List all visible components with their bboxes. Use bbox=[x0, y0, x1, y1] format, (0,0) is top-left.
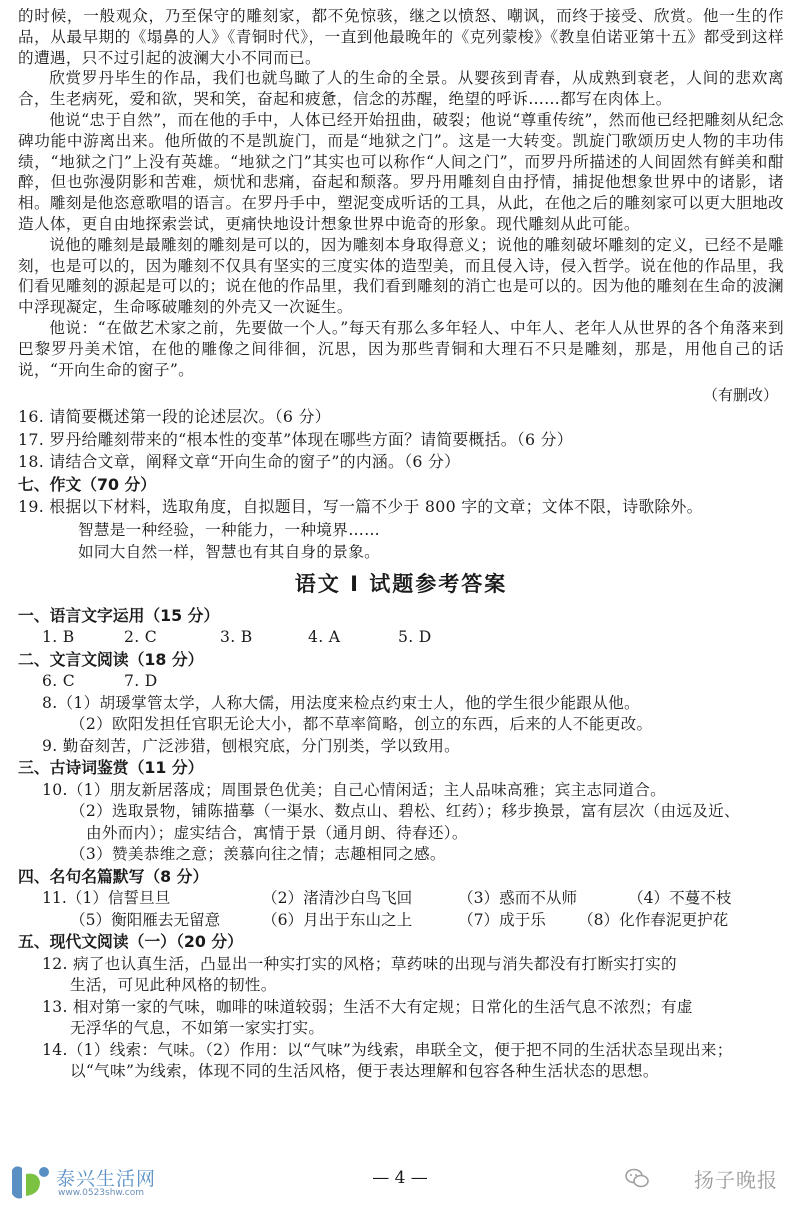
passage-paragraph-4: 说他的雕刻是最雕刻的雕刻是可以的，因为雕刻本身取得意义；说他的雕刻破坏雕刻的定义，已经不是雕刻，也是可以的，因为雕刻不仅具有坚实的三度实体的造型美，而且侵入诗，侵入哲学。说在他的作品里，我们看见雕刻的源起是可以的；说在他的作品里，我们看到雕刻的消亡也是可以的。因为他的雕刻在生命的波澜中浮现凝定，生命啄破雕刻的外壳又一次诞生。 bbox=[18, 235, 784, 317]
passage-paragraph-2: 欣赏罗丹毕生的作品，我们也就鸟瞰了人的生命的全景。从婴孩到青春，从成熟到衰老，人间的悲欢离合，生老病死，爱和欲，哭和笑，奋起和疲惫，信念的苏醒，绝望的呼诉……都写在肉体上。 bbox=[18, 69, 784, 109]
answer-6: 6. C bbox=[42, 672, 75, 691]
composition-material-line-1: 智慧是一种经验，一种能力，一种境界…… bbox=[78, 520, 380, 539]
answer-2: 2. C bbox=[124, 628, 157, 647]
answer-10-3: （3）赞美恭维之意；羡慕向往之情；志趣相同之感。 bbox=[70, 845, 446, 864]
answer-10-2-cont: 由外而内）；虚实结合，寓情于景（通月朗、待春还）。 bbox=[86, 823, 468, 842]
recitation-answers-row-2 bbox=[18, 910, 784, 932]
passage-paragraph-1: 的时候，一般观众，乃至保守的雕刻家，都不免惊骇，继之以愤怒、嘲讽，而终于接受、欣赏。他一生的作品，从最早期的《塌鼻的人》《青铜时代》，一直到他最晚年的《克列蒙梭》《教皇伯诺亚第十五》都受到这样的遭遇，只不过引起的波澜大小不同而已。 bbox=[18, 7, 784, 67]
answer-14-cont: 以“气味”为线索，体现不同的生活风格，便于表达理解和包容各种生活状态的思想。 bbox=[70, 1062, 659, 1081]
answer-10-1: 10.（1）朋友新居落成；周围景色优美；自己心情闲适；主人品味高雅；宾主志同道合。 bbox=[42, 780, 666, 799]
section-4-heading: 四、名句名篇默写（8 分） bbox=[18, 866, 209, 886]
recitation-answer: （7）成于乐 bbox=[458, 910, 546, 929]
site-url: www.0523shw.com bbox=[58, 1188, 145, 1198]
answer-4: 4. A bbox=[308, 628, 341, 647]
answer-12-cont: 生活，可见此种风格的韧性。 bbox=[70, 976, 277, 995]
site-name: 泰兴生活网 bbox=[56, 1168, 157, 1190]
section-1-heading: 一、语言文字运用（15 分） bbox=[18, 605, 220, 625]
recitation-answer: （3）惑而不从师 bbox=[458, 889, 578, 908]
question-17: 17. 罗丹给雕刻带来的“根本性的变革”体现在哪些方面？请简要概括。（6 分） bbox=[18, 429, 573, 449]
answer-5: 5. D bbox=[398, 628, 432, 647]
recitation-answer: （8）化作春泥更护花 bbox=[578, 910, 729, 929]
recitation-answer: 11.（1）信誓旦旦 bbox=[42, 889, 171, 908]
section-2-heading: 二、文言文阅读（18 分） bbox=[18, 649, 204, 669]
answer-13-cont: 无浮华的气息，不如第一家实打实。 bbox=[70, 1019, 325, 1038]
watermark: 扬子晚报 bbox=[694, 1168, 778, 1192]
question-18: 18. 请结合文章，阐释文章“开向生命的窗子”的内涵。（6 分） bbox=[18, 452, 461, 472]
section-5-heading: 五、现代文阅读（一）（20 分） bbox=[18, 932, 243, 952]
page-number: — 4 — bbox=[372, 1168, 428, 1188]
passage-paragraph-3: 他说“忠于自然”，而在他的手中，人体已经开始扭曲，破裂；他说“尊重传统”，然而他已经把雕刻从纪念碑功能中游离出来。他所做的不是凯旋门，而是“地狱之门”。这是一大转变。凯旋门歌颂历史人物的丰功伟绩，“地狱之门”上没有英雄。“地狱之门”其实也可以称作“人间之门”，而罗丹所描述的人间固然有鲜美和酣醉，但也弥漫阴影和苦难，烦忧和悲痛，奋起和颓落。罗丹用雕刻自由抒情，捕捉他想象世界中的诸影，诸相。雕刻是他恣意歌唱的语言。在罗丹手中，塑泥变成听话的工具，从此，在他之后的雕刻家可以更大胆地改造人体，更自由地探索尝试，更痛快地设计想象世界中诡奇的形象。现代雕刻从此可能。 bbox=[18, 110, 785, 233]
section-2-choice-answers bbox=[18, 671, 784, 693]
document-page bbox=[18, 6, 784, 1083]
answer-14: 14.（1）线索：气味。（2）作用：以“气味”为线索，串联全文，便于把不同的生活状态呈现出来； bbox=[42, 1040, 733, 1059]
recitation-answer: （6）月出于东山之上 bbox=[262, 910, 413, 929]
answer-12: 12. 病了也认真生活，凸显出一种实打实的风格；草药味的出现与消失都没有打断实打实的 bbox=[42, 954, 677, 973]
composition-prompt: 19. 根据以下材料，选取角度，自拟题目，写一篇不少于 800 字的文章；文体不限，诗歌除外。 bbox=[18, 497, 703, 517]
answer-13: 13. 相对第一家的气味，咖啡的味道较弱；生活不大有定规；日常化的生活气息不浓烈；有虚 bbox=[42, 997, 693, 1016]
question-16: 16. 请简要概述第一段的论述层次。（6 分） bbox=[18, 407, 331, 427]
answer-10-2: （2）选取景物，铺陈描摹（一渠水、数点山、碧松、红药）；移步换景，富有层次（由远及近、 bbox=[70, 802, 740, 821]
recitation-answer: （5）衡阳雁去无留意 bbox=[70, 910, 221, 929]
abridged-note: （有删改） bbox=[702, 386, 778, 405]
recitation-answers-row-1 bbox=[18, 888, 784, 910]
answer-7: 7. D bbox=[124, 672, 158, 691]
page-footer bbox=[0, 1158, 800, 1209]
recitation-answer: （4）不蔓不枝 bbox=[628, 889, 732, 908]
composition-material-line-2: 如同大自然一样，智慧也有其自身的景象。 bbox=[78, 542, 380, 561]
answer-9: 9. 勤奋刻苦，广泛涉猎，刨根究底，分门别类，学以致用。 bbox=[42, 736, 461, 755]
composition-heading: 七、作文（70 分） bbox=[18, 474, 157, 494]
passage-paragraph-5: 他说：“在做艺术家之前，先要做一个人。”每天有那么多年轻人、中年人、老年人从世界的各个角落来到巴黎罗丹美术馆，在他的雕像之间徘徊，沉思，因为那些青铜和大理石不只是雕刻，那是，用他自己的话说，“开向生命的窗子”。 bbox=[18, 318, 784, 379]
wechat-icon bbox=[624, 1167, 650, 1189]
section-3-heading: 三、古诗词鉴赏（11 分） bbox=[18, 758, 204, 778]
answer-8-1: 8.（1）胡瑗掌管太学，人称大儒，用法度来检点约束士人，他的学生很少能跟从他。 bbox=[42, 693, 640, 712]
answer-1: 1. B bbox=[42, 628, 75, 647]
section-1-answers bbox=[18, 627, 784, 649]
recitation-answer: （2）渚清沙白鸟飞回 bbox=[262, 889, 413, 908]
answer-3: 3. B bbox=[220, 628, 253, 647]
answer-key-title: 语文 Ⅰ 试题参考答案 bbox=[294, 571, 508, 596]
answer-8-2: （2）欧阳发担任官职无论大小，都不草率简略，创立的东西，后来的人不能更改。 bbox=[70, 715, 653, 734]
